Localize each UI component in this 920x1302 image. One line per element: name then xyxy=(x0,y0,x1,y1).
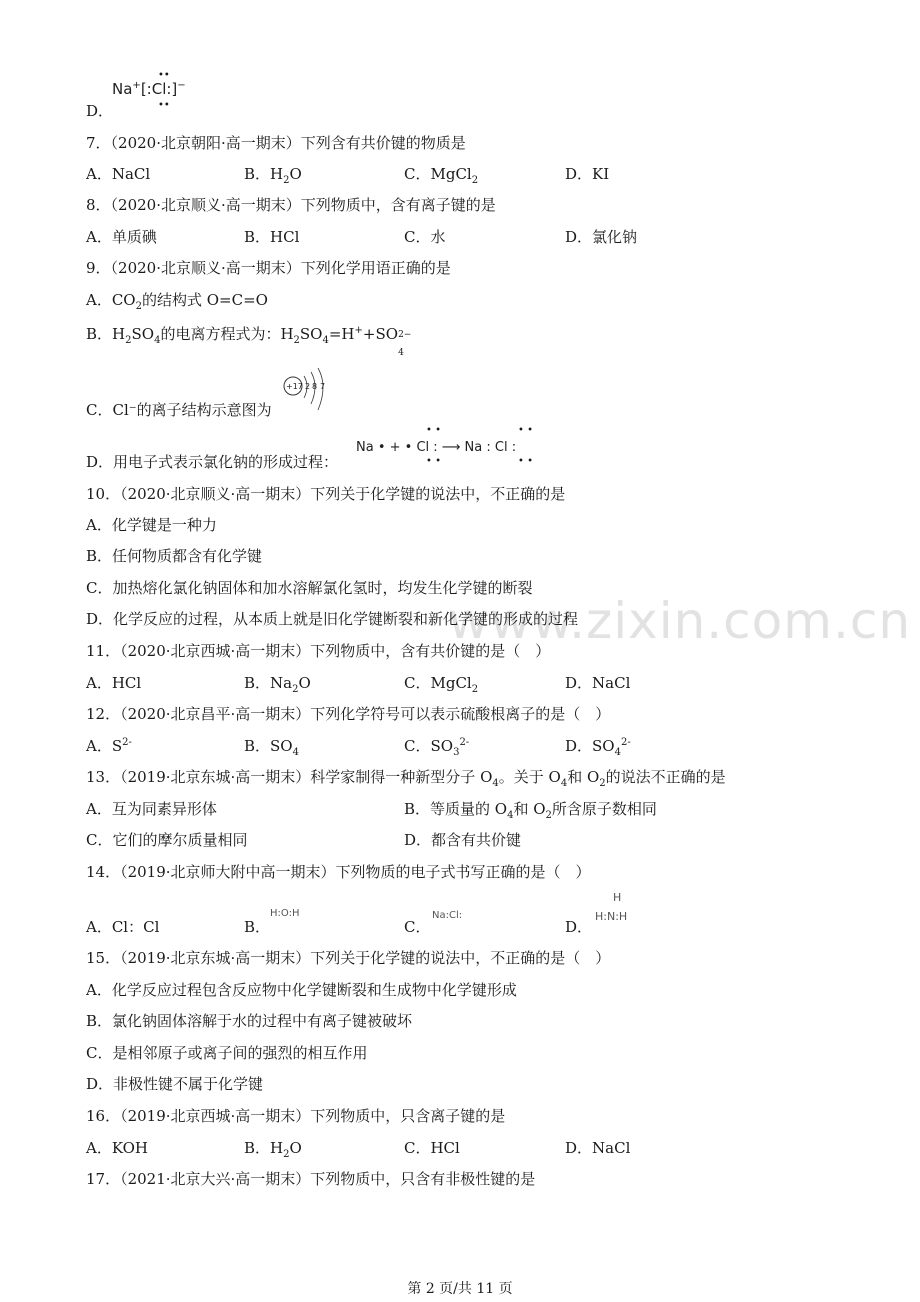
q9-a-sub: 2 xyxy=(135,301,142,312)
q9-b-t1: B．H xyxy=(86,325,126,343)
q11-option-b xyxy=(244,673,311,693)
q13-b-t2: 和 O xyxy=(513,800,546,818)
q12-d-text: D．SO xyxy=(565,737,615,755)
chloride-bracket: [:Cl:] xyxy=(140,80,178,98)
nacl-formation-equation: Na • + • Cl : ⟶ Na : Cl : xyxy=(356,440,517,455)
q16-b-text2: O xyxy=(289,1139,302,1157)
q13-s3: 2 xyxy=(599,778,606,789)
cl-dots-bottom-1: • • xyxy=(426,456,441,467)
q10-option-a: A．化学键是一种力 xyxy=(86,516,217,534)
q7-b-text2: O xyxy=(289,165,302,183)
page-footer: 第 2 页/共 11 页 xyxy=(407,1281,513,1297)
lone-pair-bottom: •• xyxy=(158,100,170,111)
q12-c-text: C．SO xyxy=(404,737,454,755)
lone-pair-top: •• xyxy=(158,70,170,81)
q9-b-t4: SO xyxy=(299,325,323,343)
q13-b-s2: 2 xyxy=(545,810,552,821)
q12-option-a xyxy=(86,736,132,756)
q7-option-d: D．KI xyxy=(565,165,610,183)
q6-d-label: D． xyxy=(86,102,114,120)
q12-a-sup: 2- xyxy=(122,737,132,748)
q10-stem: 10．（2020·北京顺义·高一期末）下列关于化学键的说法中，不正确的是 xyxy=(86,485,566,503)
q13-option-d: D．都含有共价键 xyxy=(404,831,522,849)
q9-b-s1: 2 xyxy=(125,335,132,346)
q11-b-text2: O xyxy=(298,674,311,692)
q12-c-sup: 2- xyxy=(459,737,470,748)
q13-b-t1: B．等质量的 O xyxy=(404,800,508,818)
q9-a-text2: 的结构式 O=C=O xyxy=(141,291,268,309)
q7-b-text: B．H xyxy=(244,165,284,183)
q11-c-sub: 2 xyxy=(471,684,479,695)
q8-option-d: D．氯化钠 xyxy=(565,228,638,246)
q13-s1: 4 xyxy=(492,778,499,789)
q9-b-s4: 4 xyxy=(322,335,329,346)
q9-option-c: C．Cl⁻的离子结构示意图为 xyxy=(86,401,272,419)
q13-t1: 13．（2019·北京东城·高一期末）科学家制得一种新型分子 O xyxy=(86,768,493,786)
q16-b-sub: 2 xyxy=(283,1149,290,1160)
q13-option-c: C．它们的摩尔质量相同 xyxy=(86,831,248,849)
q10-option-b: B．任何物质都含有化学键 xyxy=(86,547,263,565)
q13-b-t3: 所含原子数相同 xyxy=(551,800,657,818)
q7-option-a: A．NaCl xyxy=(86,165,151,183)
q9-b-t6: +SO xyxy=(362,325,399,343)
q9-b-sub4: 4 xyxy=(398,348,404,358)
q13-s2: 4 xyxy=(560,778,568,789)
q16-option-c: C．HCl xyxy=(404,1139,460,1157)
q14-b-electron-formula: H:O:H xyxy=(270,908,300,919)
q12-b-text: B．SO xyxy=(244,737,293,755)
watermark: www.zixin.com.cn xyxy=(448,592,912,650)
q12-d-sub: 4 xyxy=(614,747,621,758)
q9-option-a xyxy=(86,290,268,310)
q7-c-text: C．MgCl xyxy=(404,165,472,183)
q10-option-d: D．化学反应的过程，从本质上就是旧化学键断裂和新化学键的形成的过程 xyxy=(86,610,579,628)
q15-option-a: A．化学反应过程包含反应物中化学键断裂和生成物中化学键形成 xyxy=(86,981,517,999)
q14-d-electron-formula: H:N:H xyxy=(595,910,628,923)
q13-b-s1: 4 xyxy=(507,810,514,821)
q12-b-sub: 4 xyxy=(292,747,299,758)
q6-d-formula xyxy=(112,80,186,98)
q8-option-c: C．水 xyxy=(404,228,446,246)
q7-stem: 7．（2020·北京朝阳·高一期末）下列含有共价键的物质是 xyxy=(86,134,466,152)
shell-label-3: 7 xyxy=(320,382,326,391)
shell-label-2: 8 xyxy=(312,382,318,391)
q9-b-t2: SO xyxy=(131,325,155,343)
q16-option-a: A．KOH xyxy=(86,1139,149,1157)
q11-c-text: C．MgCl xyxy=(404,674,472,692)
q9-option-b xyxy=(86,324,416,358)
q14-option-b: B． xyxy=(244,918,271,936)
q16-option-b xyxy=(244,1138,302,1158)
q14-stem: 14．（2019·北京师大附中高一期末）下列物质的电子式书写正确的是（ ） xyxy=(86,863,591,881)
nucleus-label: +17 xyxy=(286,382,303,391)
cl-dots-top-1: • • xyxy=(426,425,441,436)
plus-sign: + xyxy=(132,80,141,91)
q13-option-a: A．互为同素异形体 xyxy=(86,800,217,818)
q15-option-d: D．非极性键不属于化学键 xyxy=(86,1075,264,1093)
q13-stem xyxy=(86,767,726,787)
q7-c-sub: 2 xyxy=(471,175,479,186)
chloride-ion-diagram xyxy=(280,368,336,416)
q16-option-d: D．NaCl xyxy=(565,1139,631,1157)
q12-d-sup: 2- xyxy=(620,737,631,748)
q9-stem: 9．（2020·北京顺义·高一期末）下列化学用语正确的是 xyxy=(86,259,451,277)
q11-stem: 11．（2020·北京西城·高一期末）下列物质中，含有共价键的是（ ） xyxy=(86,642,551,660)
q9-b-t3: 的电离方程式为：H xyxy=(160,325,294,343)
q12-a-text: A．S xyxy=(86,737,123,755)
q11-option-d: D．NaCl xyxy=(565,674,631,692)
q9-b-t5: =H xyxy=(328,325,355,343)
q9-option-d: D．用电子式表示氯化钠的形成过程： xyxy=(86,453,339,471)
minus-sign: − xyxy=(177,80,186,91)
q11-b-sub: 2 xyxy=(292,684,299,695)
q16-b-text: B．H xyxy=(244,1139,284,1157)
q16-stem: 16．（2019·北京西城·高一期末）下列物质中，只含离子键的是 xyxy=(86,1107,506,1125)
q13-t2: 。关于 O xyxy=(498,768,561,786)
q15-stem: 15．（2019·北京东城·高一期末）下列关于化学键的说法中，不正确的是（ ） xyxy=(86,949,611,967)
cl-dots-bottom-2: • • xyxy=(518,456,533,467)
q14-option-a: A．Cl：Cl xyxy=(86,918,160,936)
q14-option-c: C． xyxy=(404,918,431,936)
q9-b-sup2: 2− xyxy=(398,330,412,340)
q12-stem: 12．（2020·北京昌平·高一期末）下列化学符号可以表示硫酸根离子的是（ ） xyxy=(86,705,611,723)
q9-b-s2: 4 xyxy=(154,335,161,346)
q17-stem: 17．（2021·北京大兴·高一期末）下列物质中，只含有非极性键的是 xyxy=(86,1170,536,1188)
q10-option-c: C．加热熔化氯化钠固体和加水溶解氯化氢时，均发生化学键的断裂 xyxy=(86,579,533,597)
q12-option-c xyxy=(404,736,469,756)
q11-option-a: A．HCl xyxy=(86,674,142,692)
q12-option-b xyxy=(244,736,299,756)
q9-b-sup: + xyxy=(354,325,363,336)
cl-dots-top-2: • • xyxy=(518,425,533,436)
q9-a-text: A．CO xyxy=(86,291,136,309)
q8-stem: 8．（2020·北京顺义·高一期末）下列物质中，含有离子键的是 xyxy=(86,196,496,214)
q7-option-b xyxy=(244,164,302,184)
q15-option-b: B．氯化钠固体溶解于水的过程中有离子键被破坏 xyxy=(86,1012,413,1030)
q13-option-b xyxy=(404,799,657,819)
q14-c-electron-formula: Na:Cl: xyxy=(432,910,463,921)
na-symbol: Na xyxy=(112,80,133,98)
q14-option-d: D． xyxy=(565,918,593,936)
q14-d-top-h: H xyxy=(613,891,622,904)
q12-option-d xyxy=(565,736,631,756)
q13-t4: 的说法不正确的是 xyxy=(605,768,726,786)
q8-option-b: B．HCl xyxy=(244,228,300,246)
q7-b-sub: 2 xyxy=(283,175,290,186)
q11-b-text: B．Na xyxy=(244,674,293,692)
q7-option-c xyxy=(404,164,478,184)
shell-label-1: 2 xyxy=(305,382,311,391)
q11-option-c xyxy=(404,673,478,693)
q9-b-s3: 2 xyxy=(293,335,300,346)
q8-option-a: A．单质碘 xyxy=(86,228,157,246)
q12-c-sub: 3 xyxy=(453,747,460,758)
q15-option-c: C．是相邻原子或离子间的强烈的相互作用 xyxy=(86,1044,368,1062)
q13-t3: 和 O xyxy=(567,768,600,786)
